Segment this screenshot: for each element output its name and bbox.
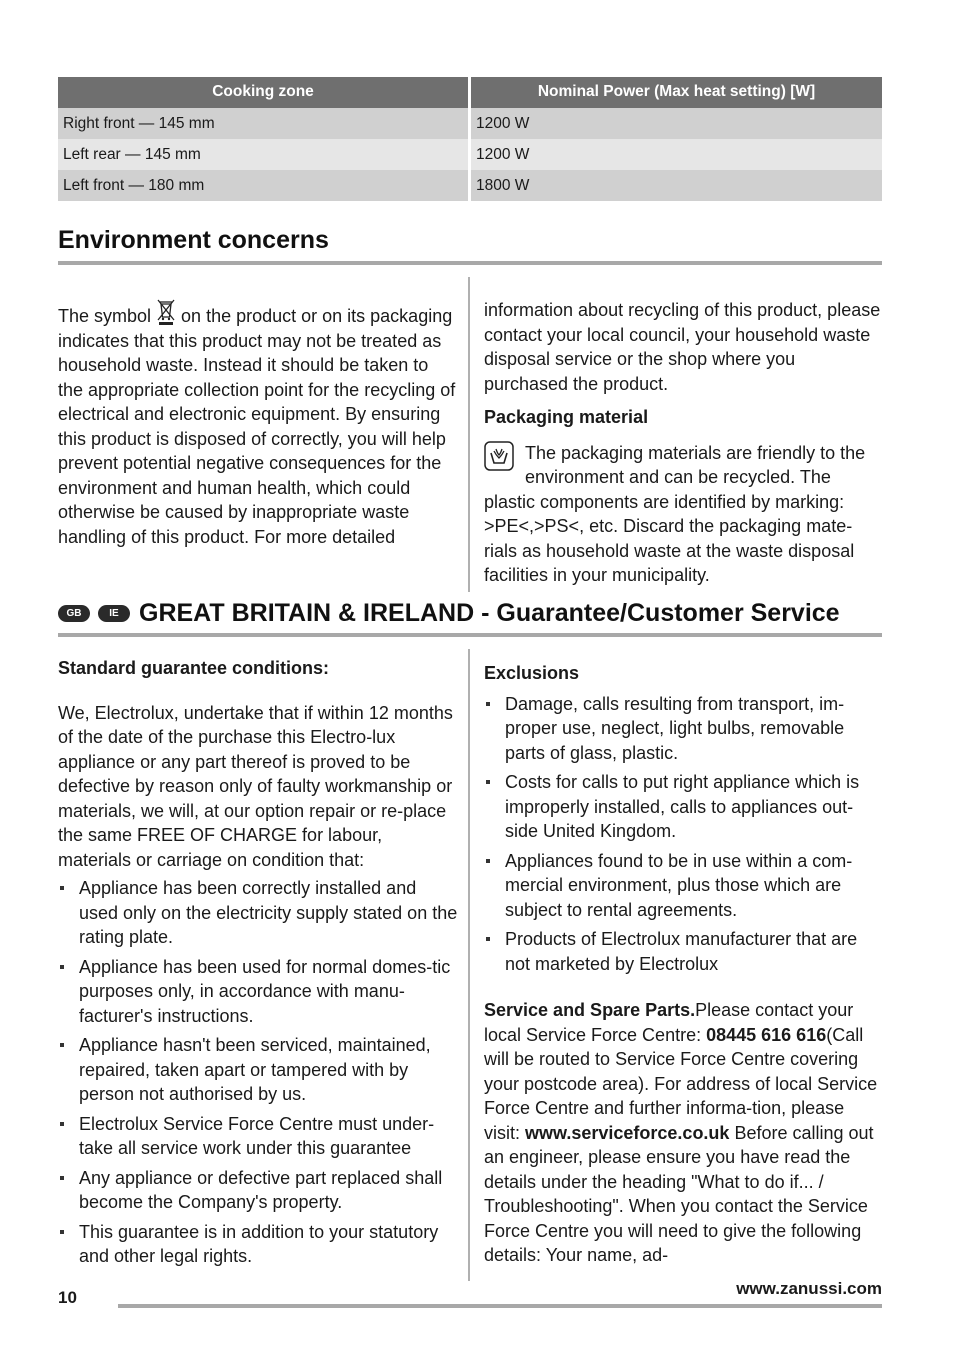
table-cell: 1200 W	[471, 108, 882, 139]
footer-divider	[118, 1304, 882, 1308]
guarantee-header	[58, 599, 840, 628]
power-table	[58, 77, 882, 201]
conditions-list	[58, 876, 458, 1269]
exclusions-heading: Exclusions	[484, 663, 580, 683]
environment-left-column	[58, 298, 458, 549]
environment-heading: Environment concerns	[58, 226, 329, 254]
service-url: www.serviceforce.co.uk	[525, 1122, 730, 1143]
recycle-icon	[484, 441, 514, 471]
table-row	[58, 108, 882, 139]
table-cell: 1800 W	[471, 170, 882, 201]
table-cell: Left rear — 145 mm	[58, 139, 468, 170]
section-divider	[58, 633, 882, 637]
list-item: Any appliance or defective part replaced shall become the Company's property.	[58, 1166, 458, 1215]
table-header-cell: Cooking zone	[58, 77, 468, 108]
table-cell: Left front — 180 mm	[58, 170, 468, 201]
list-item: Damage, calls resulting from transport, im-proper use, neglect, light bulbs, removable parts of glass, plastic.	[484, 692, 884, 766]
recycling-info: information about recycling of this product, please contact your local council, your household waste disposal service or the shop where you purchased the product.	[484, 300, 881, 394]
standard-guarantee-heading: Standard guarantee conditions:	[58, 658, 330, 678]
list-item: This guarantee is in addition to your statutory and other legal rights.	[58, 1220, 458, 1269]
column-divider	[468, 649, 470, 1281]
guarantee-intro: We, Electrolux, undertake that if within 12 months of the date of the purchase this Electro-lux appliance or any part thereof is proved to be defective by reason only of faulty workmanship or materials, we will, at our option repair or re-place the same FREE OF CHARGE for labour, materials or carriage on condition that:	[58, 702, 453, 870]
list-item: Appliance has been used for normal domes-tic purposes only, in accordance with manu-facturer's instructions.	[58, 955, 458, 1029]
packaging-heading: Packaging material	[484, 407, 649, 427]
weee-bin-icon	[156, 298, 176, 326]
guarantee-right-column	[484, 661, 884, 1268]
table-header-row	[58, 77, 882, 108]
section-divider	[58, 261, 882, 265]
table-header-cell: Nominal Power (Max heat setting) [W]	[471, 77, 882, 108]
guarantee-left-column	[58, 656, 458, 1269]
table-cell: Right front — 145 mm	[58, 108, 468, 139]
list-item: Products of Electrolux manufacturer that are not marketed by Electrolux	[484, 927, 884, 976]
weee-paragraph: The symbol on the product or on its packaging indicates that this product may not be treated as household waste. Instead it should be taken to the appropriate collection point for the recycling of electrical and electronic equipment. By ensuring this product is disposed of correctly, you will help prevent potential negative consequences for the environment and human health, which could otherwise be caused by inappropriate waste handling of this product. For more detailed	[58, 298, 458, 549]
table-row	[58, 139, 882, 170]
table-cell: 1200 W	[471, 139, 882, 170]
page-number: 10	[58, 1288, 77, 1307]
list-item: Appliance has been correctly installed and used only on the electricity supply stated on the rating plate.	[58, 876, 458, 950]
list-item: Electrolux Service Force Centre must under-take all service work under this guarantee	[58, 1112, 458, 1161]
badge-ie: IE	[98, 605, 130, 622]
exclusions-list	[484, 692, 884, 977]
list-item: Costs for calls to put right appliance which is improperly installed, calls to appliances out-side United Kingdom.	[484, 770, 884, 844]
service-phone: 08445 616 616	[706, 1024, 827, 1045]
badge-gb: GB	[58, 605, 90, 622]
column-divider	[468, 277, 470, 592]
guarantee-heading: GREAT BRITAIN & IRELAND - Guarantee/Customer Service	[139, 599, 840, 627]
footer-url: www.zanussi.com	[736, 1279, 882, 1298]
table-row	[58, 170, 882, 201]
list-item: Appliances found to be in use within a com-mercial environment, plus those which are subject to rental agreements.	[484, 849, 884, 923]
service-heading: Service and Spare Parts.	[484, 1000, 696, 1020]
list-item: Appliance hasn't been serviced, maintained, repaired, taken apart or tampered with by person not authorised by us.	[58, 1033, 458, 1107]
packaging-paragraph: The packaging materials are friendly to the environment and can be recycled. The plastic components are identified by marking: >PE<,>PS<, etc. Discard the packaging mate-rials as household waste at the waste disposal facilities in your municipality.	[484, 442, 866, 585]
environment-right-column	[484, 298, 884, 588]
service-paragraph: Service and Spare Parts.Please contact your local Service Force Centre: 08445 616 616(Call will be routed to Service Force Centre covering your postcode area). For address of local Service Force Centre and further informa-tion, please visit: www.serviceforce.co.uk Before calling out an engineer, please ensure you have read the details under the heading "What to do if... / Troubleshooting". When you contact the Service Force Centre you will need to give the following details: Your name, ad-	[484, 1000, 878, 1265]
